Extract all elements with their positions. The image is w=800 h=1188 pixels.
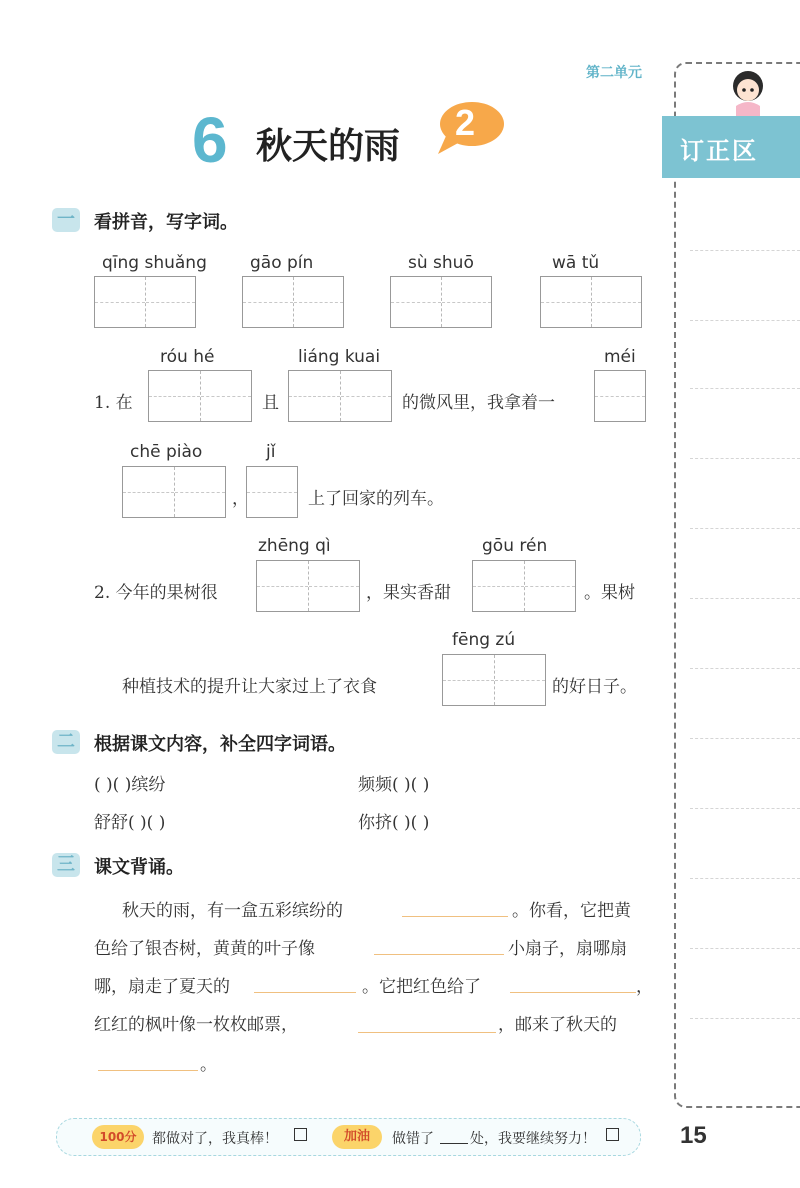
sentence-text: 的微风里，我拿着一: [402, 393, 555, 413]
idiom-blank[interactable]: 舒舒( )( ): [94, 813, 166, 833]
pinyin-label: chē piào: [130, 442, 203, 462]
writing-box[interactable]: [242, 276, 344, 328]
pinyin-label: róu hé: [160, 347, 215, 367]
pinyin-label: sù shuō: [408, 253, 474, 273]
answer-blank[interactable]: [510, 992, 636, 993]
answer-blank[interactable]: [98, 1070, 198, 1071]
correction-line: [690, 528, 800, 529]
writing-box[interactable]: [594, 370, 646, 422]
recite-text: ，邮来了秋天的: [498, 1015, 617, 1035]
answer-blank[interactable]: [358, 1032, 496, 1033]
answer-blank[interactable]: [254, 992, 356, 993]
writing-box[interactable]: [472, 560, 576, 612]
writing-box[interactable]: [390, 276, 492, 328]
cheer-badge: 加油: [332, 1125, 382, 1149]
correction-line: [690, 948, 800, 949]
correction-line: [690, 808, 800, 809]
self-check-text: 做错了: [392, 1131, 434, 1147]
writing-box[interactable]: [256, 560, 360, 612]
recite-text: 色给了银杏树，黄黄的叶子像: [94, 939, 315, 959]
pinyin-label: gōu rén: [482, 536, 548, 556]
pinyin-label: jǐ: [266, 442, 276, 462]
recite-text: 。: [200, 1055, 217, 1075]
sentence-text: 的好日子。: [552, 677, 637, 697]
sentence-text: ，果实香甜: [366, 583, 451, 603]
girl-character-icon: [724, 66, 772, 118]
correction-line: [690, 250, 800, 251]
section1-title: 看拼音，写字词。: [94, 212, 238, 233]
sentence-text: ，: [232, 489, 249, 509]
pinyin-label: liáng kuai: [298, 347, 381, 367]
writing-box[interactable]: [122, 466, 226, 518]
idiom-blank[interactable]: ( )( )缤纷: [94, 775, 166, 795]
correction-line: [690, 668, 800, 669]
answer-blank[interactable]: [402, 916, 508, 917]
answer-blank[interactable]: [374, 954, 504, 955]
full-score-badge: 100分: [92, 1125, 144, 1149]
correction-area[interactable]: [674, 62, 800, 1108]
sentence-text: 1. 在: [94, 393, 133, 413]
recite-text: 红红的枫叶像一枚枚邮票，: [94, 1015, 298, 1035]
section1-icon: 一: [52, 208, 80, 232]
pinyin-label: zhēng qì: [258, 536, 331, 556]
self-check-text: 处，我要继续努力！: [470, 1131, 596, 1147]
writing-box[interactable]: [148, 370, 252, 422]
unit-label: 第二单元: [586, 65, 642, 81]
pinyin-label: wā tǔ: [552, 253, 600, 273]
correction-line: [690, 878, 800, 879]
recite-text: 小扇子，扇哪扇: [508, 939, 627, 959]
mistake-count-blank[interactable]: [440, 1143, 468, 1144]
recite-text: 秋天的雨，有一盒五彩缤纷的: [122, 901, 343, 921]
section3-title: 课文背诵。: [94, 857, 184, 878]
writing-box[interactable]: [442, 654, 546, 706]
sentence-text: 上了回家的列车。: [308, 489, 444, 509]
recite-text: 哪，扇走了夏天的: [94, 977, 230, 997]
sentence-text: 2. 今年的果树很: [94, 583, 218, 603]
correction-line: [690, 1018, 800, 1019]
section2-icon: 二: [52, 730, 80, 754]
pinyin-label: fēng zú: [452, 630, 516, 650]
self-check-text: 都做对了，我真棒！: [152, 1131, 278, 1147]
lesson-title: 秋天的雨: [256, 126, 401, 167]
pinyin-label: gāo pín: [250, 253, 314, 273]
correction-tab-label: 订正区: [680, 137, 758, 165]
pinyin-label: qīng shuǎng: [102, 253, 207, 273]
section3-icon: 三: [52, 853, 80, 877]
pinyin-label: méi: [604, 347, 636, 367]
correction-line: [690, 738, 800, 739]
correction-line: [690, 458, 800, 459]
checkbox-all-correct[interactable]: [294, 1128, 307, 1141]
writing-box[interactable]: [94, 276, 196, 328]
checkbox-mistakes[interactable]: [606, 1128, 619, 1141]
correction-line: [690, 320, 800, 321]
idiom-blank[interactable]: 频频( )( ): [358, 775, 430, 795]
section2-title: 根据课文内容，补全四字词语。: [94, 734, 346, 755]
writing-box[interactable]: [288, 370, 392, 422]
sentence-text: 。果树: [584, 583, 635, 603]
writing-box[interactable]: [246, 466, 298, 518]
writing-box[interactable]: [540, 276, 642, 328]
sentence-text: 种植技术的提升让大家过上了衣食: [122, 677, 377, 697]
correction-line: [690, 598, 800, 599]
lesson-part: 2: [455, 102, 476, 143]
idiom-blank[interactable]: 你挤( )( ): [358, 813, 430, 833]
recite-text: 。你看，它把黄: [512, 901, 631, 921]
correction-line: [690, 388, 800, 389]
lesson-number: 6: [192, 104, 228, 176]
page-number: 15: [680, 1122, 707, 1149]
recite-text: ，: [636, 977, 653, 997]
sentence-text: 且: [262, 393, 279, 413]
recite-text: 。它把红色给了: [362, 977, 481, 997]
